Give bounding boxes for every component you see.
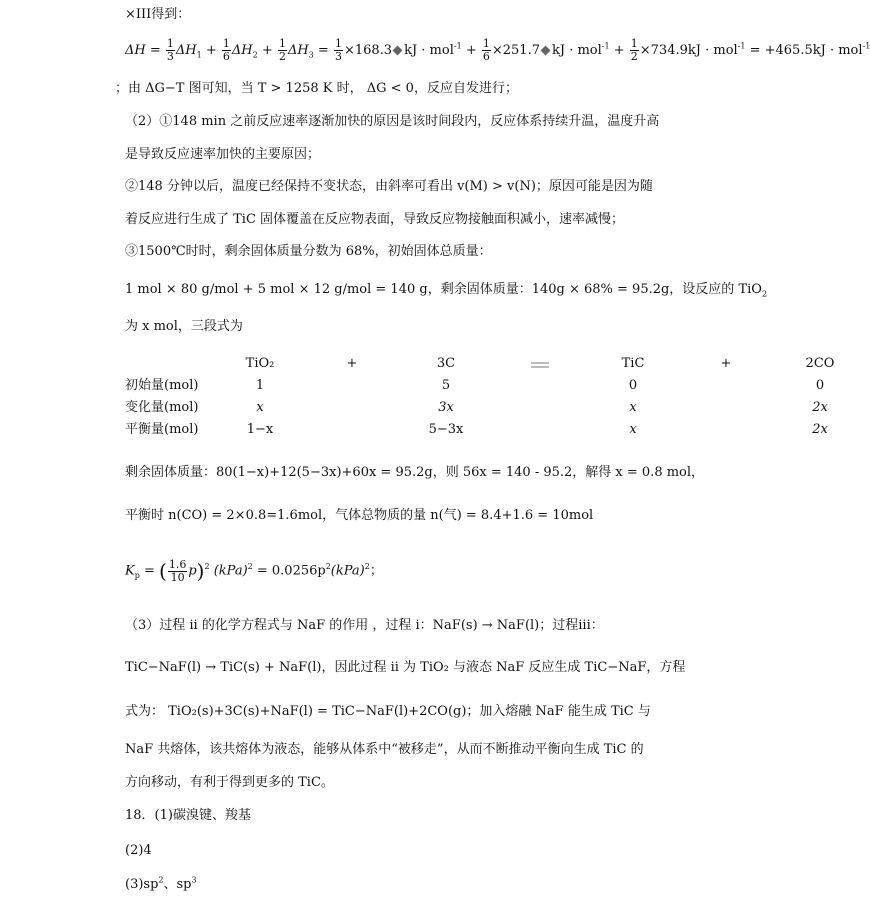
fraction: $\frac{1}{6}$ <box>482 37 490 63</box>
table-cell: 2x <box>812 422 828 437</box>
three-stage-table <box>125 355 835 445</box>
table-cell: 3x <box>438 400 454 415</box>
table-row-label: 平衡量(mol) <box>125 422 199 437</box>
table-cell: 2x <box>812 400 828 415</box>
text-line-5: ②148 分钟以后，温度已经保持不变状态，由斜率可看出 v(M) > v(N)；原因可能是因为随 <box>125 179 653 194</box>
table-header: 2CO <box>805 356 835 371</box>
table-header: + <box>346 356 358 371</box>
table-cell: 0 <box>815 378 825 393</box>
text-line-17: 方向移动，有利于得到更多的 TiC。 <box>125 775 334 790</box>
answer-3: $(3)sp^2$、$sp^3$ <box>125 875 197 892</box>
table-cell: 1−x <box>246 422 274 437</box>
table-header: 3C <box>436 356 456 371</box>
enthalpy-equation: ΔH = $\frac{1}{3}$ $\Delta H_1$ + $\frac{1}{6}$ $\Delta H_2$ + $\frac{1}{2}$ $\Delta H_3$ = $\frac{1}{3}$ ×168.3 kJ · mol$^{-1}$ + $\frac{1}{6}$ ×251.7 kJ · mol$^{-1}$ + $\frac{1}{2}$ ×734.9kJ · mol$^{-1}$ = +465.5kJ · mol$^{-1}$ <box>125 37 870 63</box>
text-line-16: NaF 共熔体，该共熔体为液态，能够从体系中“被移走”，从而不断推动平衡向生成 TiC 的 <box>125 742 644 757</box>
text-line-6: 着反应进行生成了 TiC 固体覆盖在反应物表面，导致反应物接触面积减小，速率减慢； <box>125 212 625 227</box>
answer-2: (2)4 <box>125 843 152 858</box>
fraction: $\frac{1}{3}$ <box>166 37 174 63</box>
text-line-15: 式为： TiO₂(s)+3C(s)+NaF(l) = TiC−NaF(l)+2CO(g)；加入熔融 NaF 能生成 TiC 与 <box>125 704 651 719</box>
fraction: $\frac{1}{3}$ <box>334 37 342 63</box>
table-cell: x <box>629 422 637 437</box>
table-cell: x <box>256 400 264 415</box>
text-line-9: 为 x mol，三段式为 <box>125 319 243 334</box>
table-cell: x <box>629 400 637 415</box>
table-header: TiC <box>621 356 645 371</box>
table-cell: 0 <box>628 378 638 393</box>
text-line-13: （3）过程 ii 的化学方程式与 NaF 的作用 ，过程 i：NaF(s) → NaF(l)；过程iii： <box>125 618 604 633</box>
table-cell: 5−3x <box>428 422 464 437</box>
table-header: + <box>720 356 732 371</box>
equilibrium-arrow-icon <box>531 357 549 375</box>
table-row-label: 变化量(mol) <box>125 400 199 415</box>
text-line-3: （2）①148 min 之前反应速率逐渐加快的原因是该时间段内，反应体系持续升温，温度升高 <box>125 114 660 129</box>
text-line-11: 平衡时 n(CO) = 2×0.8=1.6mol，气体总物质的量 n(气) = 8.4+1.6 = 10mol <box>125 508 594 523</box>
fraction: $\frac{1}{2}$ <box>630 37 638 63</box>
text-line-0: ×III得到： <box>125 7 191 22</box>
table-cell: 1 <box>255 378 265 393</box>
text-line-7: ③1500℃时时，剩余固体质量分数为 68%，初始固体总质量： <box>125 244 492 259</box>
table-header: TiO₂ <box>245 356 275 371</box>
table-row-label: 初始量(mol) <box>125 378 199 393</box>
text-line-8: 1 mol × 80 g/mol + 5 mol × 12 g/mol = 140 g，剩余固体质量：140g × 68% = 95.2g，设反应的 TiO$_2$ <box>125 282 768 299</box>
question-18-heading: 18．(1)碳溴键、羧基 <box>125 808 251 823</box>
kp-equation: $K_p$ = ( $\frac{1.6}{10}$ p)$^2$ $(kPa)^2 = 0.0256p^2(kPa)^2$； <box>125 557 383 584</box>
fraction: $\frac{1}{2}$ <box>278 37 286 63</box>
text-line-14: TiC−NaF(l) → TiC(s) + NaF(l)，因此过程 ii 为 TiO₂ 与液态 NaF 反应生成 TiC−NaF，方程 <box>125 660 686 675</box>
diamond-icon <box>393 45 403 55</box>
text-line-4: 是导致反应速率加快的主要原因； <box>125 147 321 162</box>
fraction: $\frac{1}{6}$ <box>222 37 230 63</box>
table-cell: 5 <box>441 378 451 393</box>
diamond-icon <box>541 45 551 55</box>
text-line-10: 剩余固体质量：80(1−x)+12(5−3x)+60x = 95.2g，则 56x = 140 - 95.2，解得 x = 0.8 mol， <box>125 465 705 480</box>
text-line-2: ；由 ΔG−T 图可知，当 T > 1258 K 时， ΔG < 0，反应自发进行； <box>115 81 518 96</box>
